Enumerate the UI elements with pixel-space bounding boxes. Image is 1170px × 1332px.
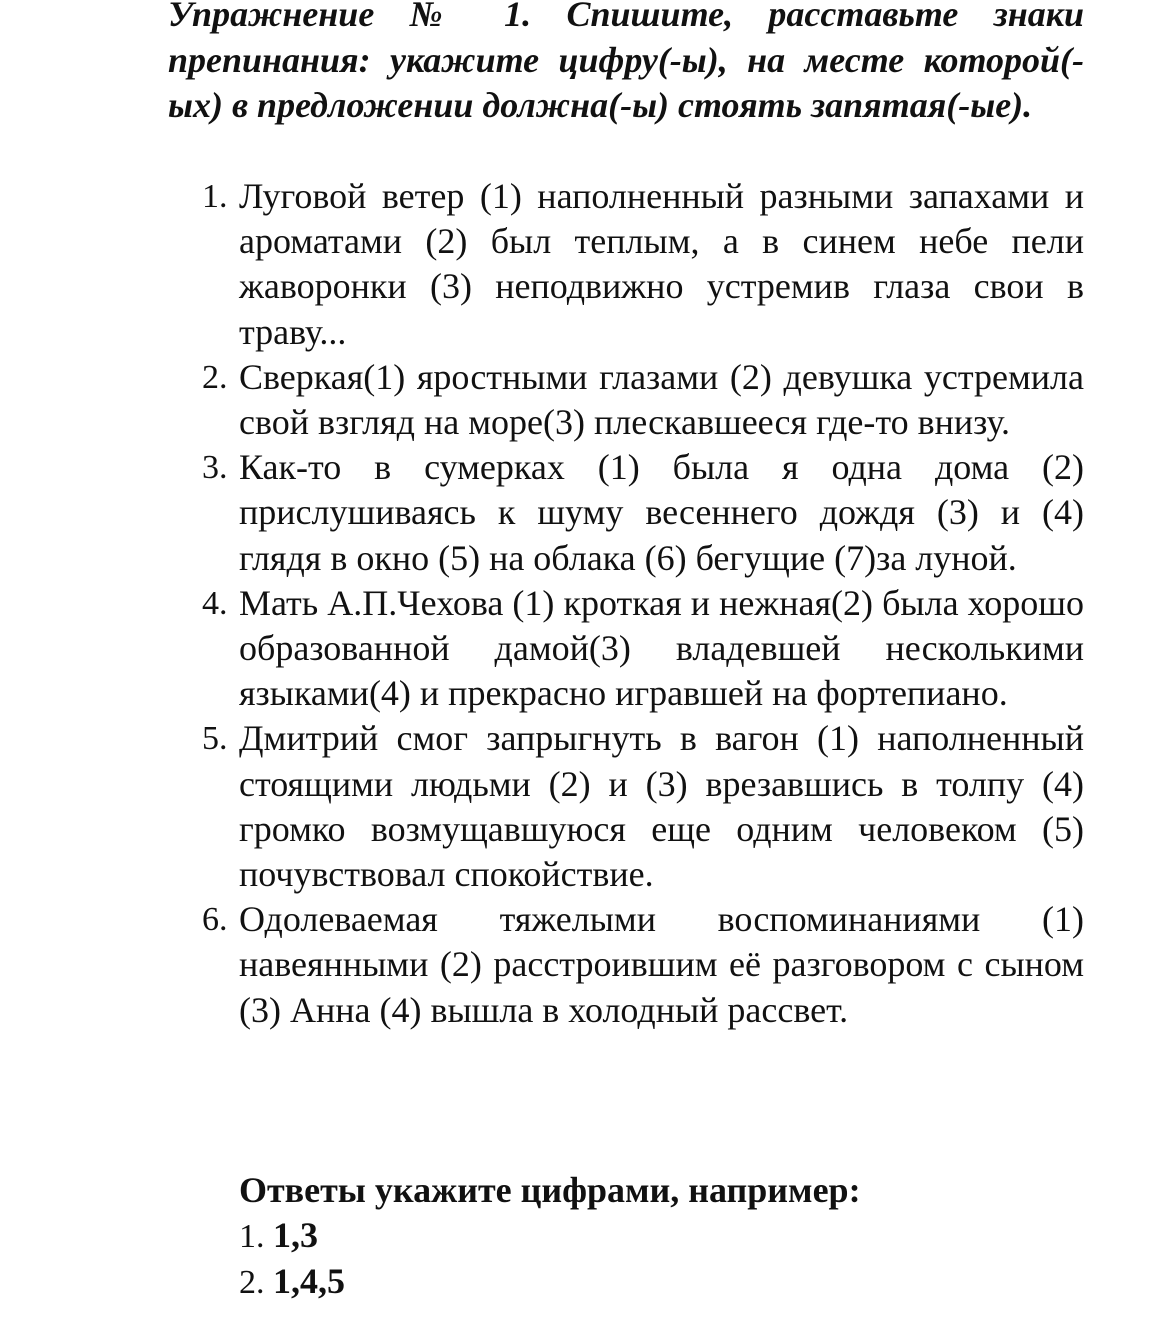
list-item: [0, 716, 1170, 897]
item-number: 3.: [202, 449, 228, 487]
item-text: Сверкая(1) яростными глазами (2) девушка устремила свой взгляд на море(3) плескавшееся где-то внизу.: [239, 356, 1084, 443]
item-number: 6.: [202, 901, 228, 939]
list-item: [0, 581, 1170, 717]
example-row: [239, 1259, 1084, 1305]
item-text: Дмитрий смог запрыгнуть в вагон (1) наполненный стоящими людьми (2) и (3) врезавшись в толпу (4) громко возмущавшуюся еще одним человеком (5) почувствовал спокойствие.: [239, 718, 1084, 895]
example-row: [239, 1213, 1084, 1259]
example-value: 1,4,5: [273, 1261, 345, 1302]
item-number: 4.: [202, 584, 228, 622]
item-number: 5.: [202, 720, 228, 758]
list-item: [0, 174, 1170, 355]
answers-heading: Ответы укажите цифрами, например:: [239, 1170, 861, 1210]
list-item: [0, 355, 1170, 445]
item-text: Одолеваемая тяжелыми воспоминаниями (1) навеянными (2) расстроившим её разговором с сыном (3) Анна (4) вышла в холодный рассвет.: [239, 899, 1084, 1030]
sentence-list: [0, 174, 1170, 1033]
list-item: [0, 445, 1170, 581]
example-number: 2.: [239, 1264, 273, 1302]
example-number: 1.: [239, 1218, 273, 1256]
answers-section: [239, 1168, 1084, 1306]
item-number: 1.: [202, 178, 228, 215]
item-text: Луговой ветер (1) наполненный разными запахами и ароматами (2) был теплым, а в синем небе пели жаворонки (3) неподвижно устремив глаза свои в траву...: [239, 176, 1084, 352]
item-text: Как-то в сумерках (1) была я одна дома (2) прислушиваясь к шуму весеннего дождя (3) и (4) глядя в окно (5) на облака (6) бегущие (7)за луной.: [239, 447, 1084, 578]
item-text: Мать А.П.Чехова (1) кроткая и нежная(2) была хорошо образованной дамой(3) владевшей несколькими языками(4) и прекрасно игравшей на фортепиано.: [239, 582, 1084, 714]
exercise-title: Упражнение № 1. Спишите, расставьте знаки препинания: укажите цифру(-ы), на месте которой(-ых) в предложении должна(-ы) стоять запятая(-ые).: [168, 0, 1084, 125]
item-number: 2.: [202, 358, 228, 396]
list-item: [0, 897, 1170, 1033]
example-value: 1,3: [273, 1215, 318, 1256]
